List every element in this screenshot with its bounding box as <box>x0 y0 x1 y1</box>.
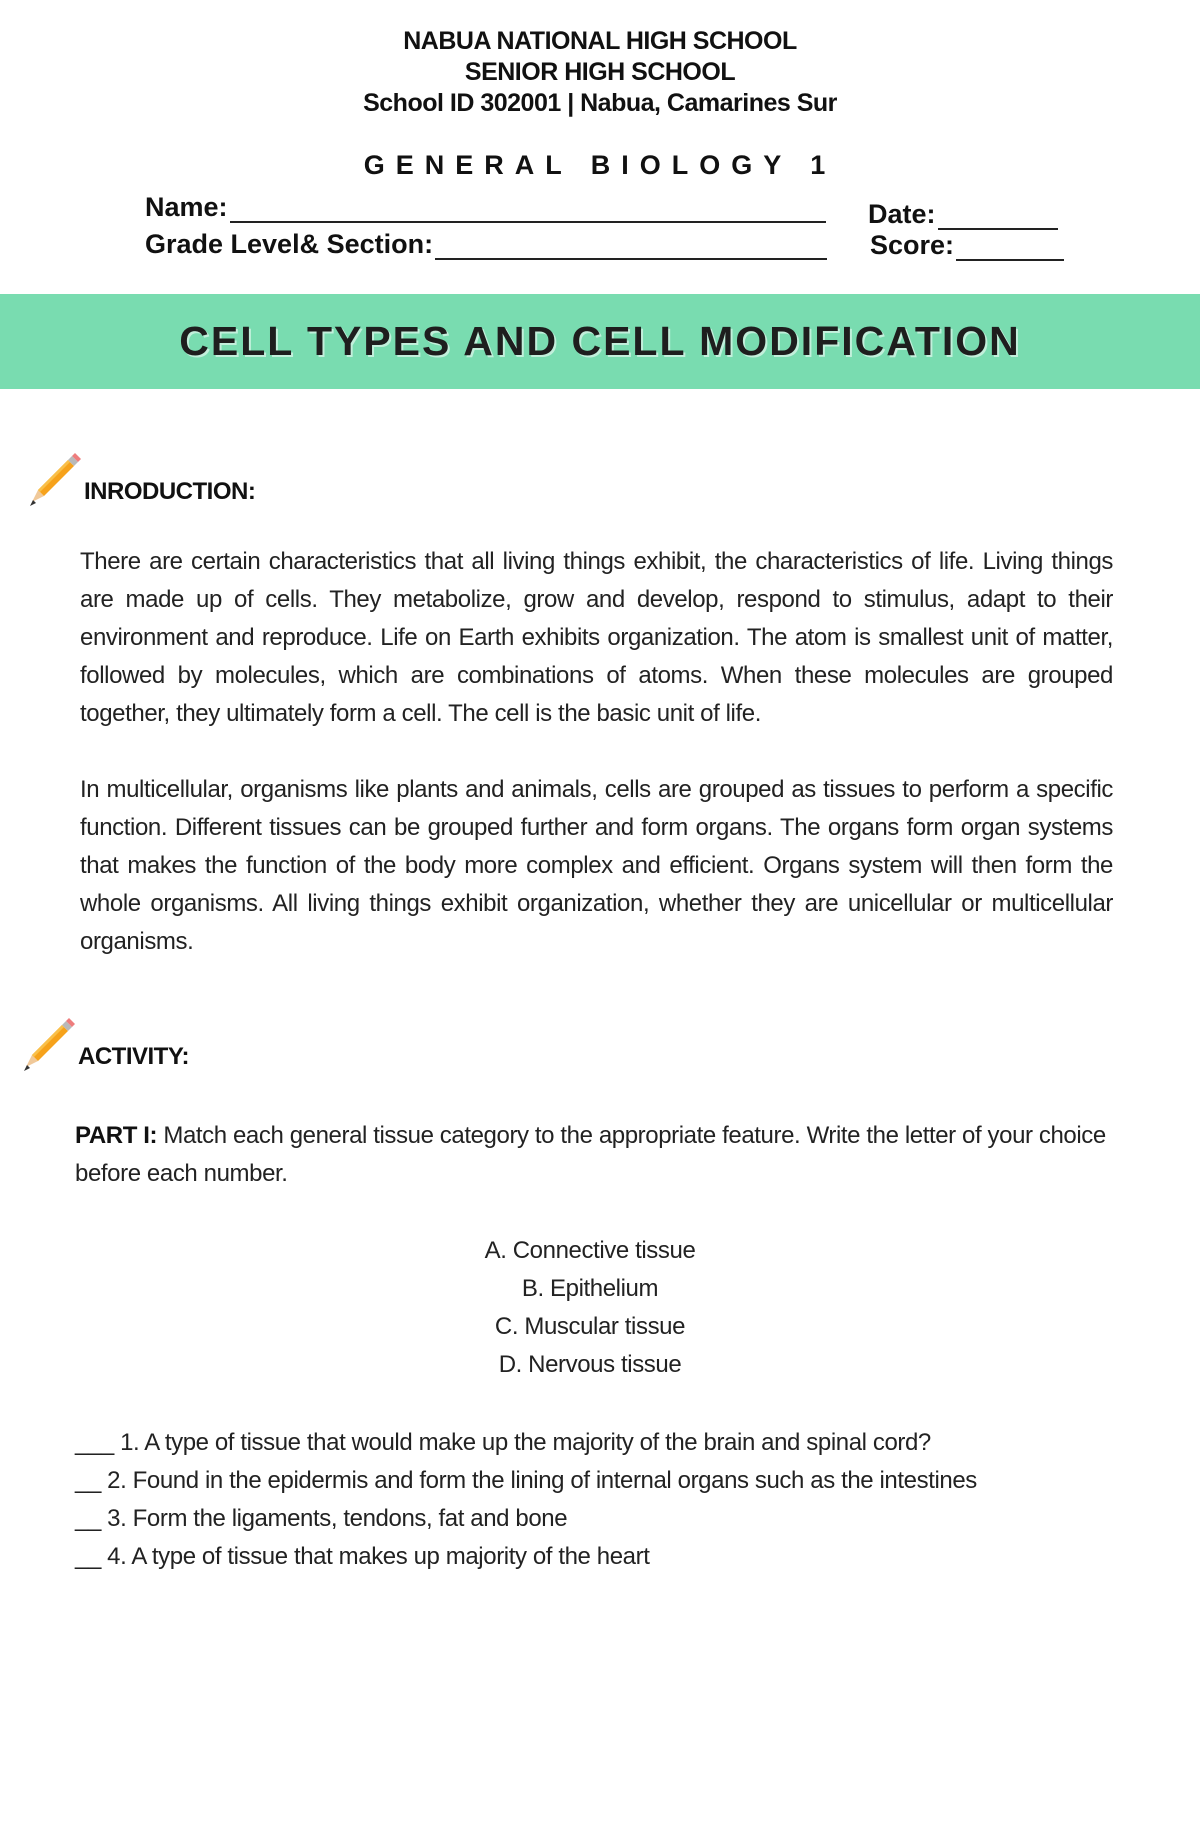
question-item[interactable]: __ 3. Form the ligaments, tendons, fat and bone <box>75 1505 568 1532</box>
school-id-line: School ID 302001 | Nabua, Camarines Sur <box>363 89 837 117</box>
grade-section-blank[interactable] <box>435 234 827 260</box>
pencil-icon <box>20 1015 76 1073</box>
activity-heading <box>20 1015 189 1073</box>
grade-section-field[interactable] <box>145 229 827 260</box>
question-list <box>75 1424 1135 1576</box>
school-header <box>0 26 1200 119</box>
score-blank[interactable] <box>956 235 1064 261</box>
choice-list <box>0 1232 1180 1384</box>
part-one-label: PART I: <box>75 1122 158 1149</box>
name-field[interactable] <box>145 192 826 223</box>
choice-item: D. Nervous tissue <box>498 1351 682 1378</box>
choice-item: B. Epithelium <box>521 1275 659 1302</box>
question-item[interactable]: __ 4. A type of tissue that makes up majority of the heart <box>75 1543 650 1570</box>
activity-label: ACTIVITY: <box>78 1043 190 1070</box>
choice-item: C. Muscular tissue <box>494 1313 686 1340</box>
introduction-label: INRODUCTION: <box>84 478 256 505</box>
intro-paragraph-2: In multicellular, organisms like plants and animals, cells are grouped as tissues to perform a specific function. Different tissues can be grouped further and form organs. The organs form organ systems that makes the function of the body more complex and efficient. Organs system will then form the whole organisms. All living things exhibit organization, whether they are unicellular or multicellular organisms. <box>80 776 1113 955</box>
question-item[interactable]: __ 2. Found in the epidermis and form the lining of internal organs such as the intestines <box>75 1467 977 1494</box>
score-field[interactable] <box>870 230 1064 261</box>
score-label: Score: <box>870 230 955 260</box>
worksheet-title: CELL TYPES AND CELL MODIFICATION <box>179 318 1021 364</box>
intro-paragraph-1: There are certain characteristics that all living things exhibit, the characteristics of life. Living things are made up of cells. They metabolize, grow and develop, respond to stimulus, adapt to their environment and reproduce. Life on Earth exhibits organization. The atom is smallest unit of matter, followed by molecules, which are combinations of atoms. When these molecules are grouped together, they ultimately form a cell. The cell is the basic unit of life. <box>80 548 1113 727</box>
question-item[interactable]: ___ 1. A type of tissue that would make up the majority of the brain and spinal cord? <box>75 1429 931 1456</box>
choice-item: A. Connective tissue <box>484 1237 696 1264</box>
name-label: Name: <box>145 192 228 222</box>
grade-section-label: Grade Level& Section: <box>145 229 434 259</box>
school-name: NABUA NATIONAL HIGH SCHOOL <box>403 27 797 55</box>
date-blank[interactable] <box>938 204 1058 230</box>
part-one-instructions <box>75 1117 1110 1193</box>
date-label: Date: <box>868 199 936 229</box>
pencil-icon <box>26 450 82 508</box>
name-blank[interactable] <box>230 197 826 223</box>
introduction-heading <box>26 450 255 508</box>
title-banner <box>0 294 1200 389</box>
subject-title: GENERAL BIOLOGY 1 <box>363 150 837 180</box>
date-field[interactable] <box>868 199 1058 230</box>
department-name: SENIOR HIGH SCHOOL <box>464 58 736 86</box>
part-one-text: Match each general tissue category to the appropriate feature. Write the letter of your choice before each number. <box>75 1122 1106 1187</box>
